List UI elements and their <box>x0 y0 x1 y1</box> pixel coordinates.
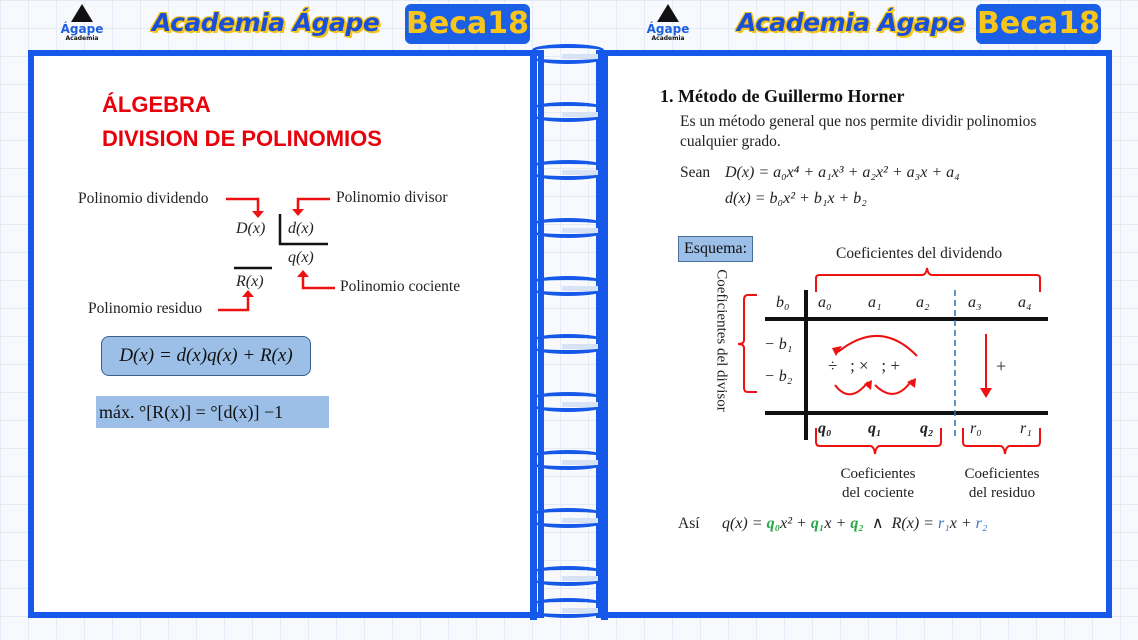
cell-minus-b2: − b₂ <box>764 368 793 385</box>
coef-cociente-label: Coeficientes del cociente <box>840 466 916 501</box>
divisor-symbol: d(x) <box>288 220 314 237</box>
cell-a2: a₂ <box>916 294 930 311</box>
cell-a0: a₀ <box>818 294 832 311</box>
cell-q0: q₀ <box>818 420 832 437</box>
label-cociente: Polinomio cociente <box>340 278 461 295</box>
logo-right: Ágape Academia <box>638 4 698 42</box>
cell-q2: q₂ <box>920 420 934 437</box>
plus-sign: + <box>996 356 1007 376</box>
dividend-symbol: D(x) <box>236 220 266 237</box>
brand-title-left: Academia Ágape <box>152 8 380 37</box>
label-dividendo: Polinomio dividendo <box>78 190 209 207</box>
beca18-badge-left: Beca18 <box>405 4 530 44</box>
esquema-label: Esquema: <box>678 236 753 262</box>
quotient-symbol: q(x) <box>288 249 314 266</box>
logo-left: Ágape Academia <box>52 4 112 42</box>
cell-r0: r₀ <box>970 420 982 437</box>
cell-b0: b₀ <box>776 294 790 311</box>
operations-label: ÷ ; × ; + <box>828 356 900 375</box>
dividend-polynomial: D(x) = a₀x⁴ + a₁x³ + a₂x² + a₃x + a₄ <box>725 164 960 181</box>
degree-rule-box: máx. °[R(x)] = °[d(x)] −1 <box>96 396 329 428</box>
asi-label: Así <box>678 515 700 532</box>
quotient-result: q(x) = q₀x² + q₁x + q₂ ∧ R(x) = r₁x + r₂ <box>722 515 988 532</box>
cell-q1: q₁ <box>868 420 882 437</box>
coef-divisor-label: Coeficientes del divisor <box>713 269 730 412</box>
label-residuo: Polinomio residuo <box>88 300 203 317</box>
sean-label: Sean <box>680 164 711 181</box>
beca18-badge-right: Beca18 <box>976 4 1101 44</box>
label-divisor: Polinomio divisor <box>336 189 448 206</box>
cell-a3: a₃ <box>968 294 982 311</box>
intro-line-1: Es un método general que nos permite dividir polinomios <box>680 113 1037 130</box>
cell-minus-b1: − b₁ <box>764 336 793 353</box>
cell-r1: r₁ <box>1020 420 1032 437</box>
intro-line-2: cualquier grado. <box>680 133 781 150</box>
division-identity-box: D(x) = d(x)q(x) + R(x) <box>101 336 311 376</box>
section-heading: 1. Método de Guillermo Horner <box>660 86 905 106</box>
remainder-symbol: R(x) <box>236 273 264 290</box>
brand-title-right: Academia Ágape <box>737 8 965 37</box>
divisor-polynomial: d(x) = b₀x² + b₁x + b₂ <box>725 190 867 207</box>
subject-title: ÁLGEBRA <box>102 92 211 117</box>
topic-title: DIVISION DE POLINOMIOS <box>102 126 382 151</box>
cell-a4: a₄ <box>1018 294 1032 311</box>
cell-a1: a₁ <box>868 294 882 311</box>
coef-residuo-label: Coeficientes del residuo <box>964 466 1040 501</box>
coef-dividendo-label: Coeficientes del dividendo <box>836 245 1003 262</box>
